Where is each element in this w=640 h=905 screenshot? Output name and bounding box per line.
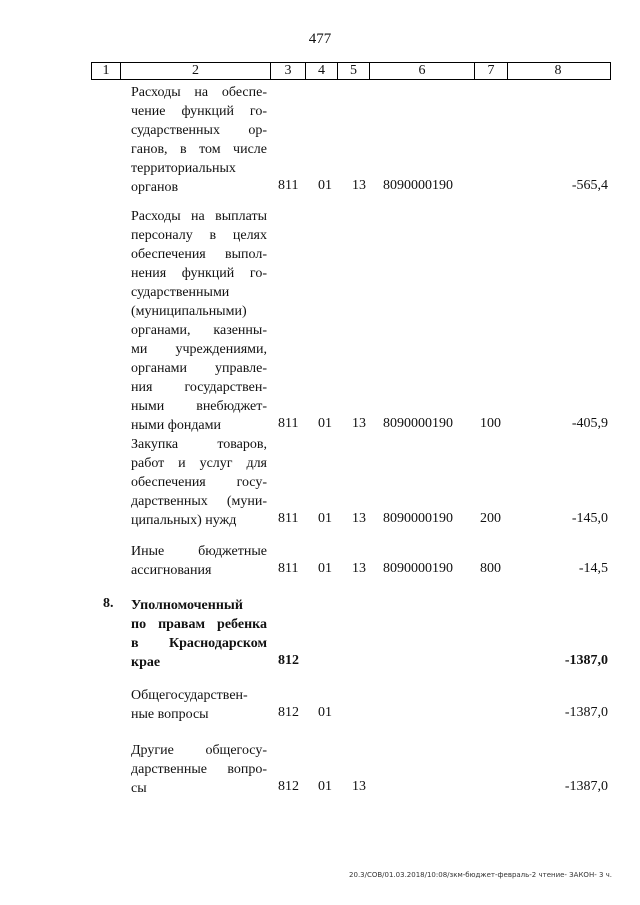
row-description: Расходы на обеспе- чение функций го- сударственных ор- ганов, в том числе территориальных органов [131, 85, 267, 195]
header-col-7: 7 [475, 63, 508, 79]
row-description: Уполномоченный по правам ребенка в Краснодарском крае [131, 598, 267, 670]
cell-c5: 13 [352, 416, 366, 431]
cell-c4: 01 [318, 705, 332, 720]
cell-c3: 811 [278, 561, 299, 576]
header-col-6: 6 [370, 63, 475, 79]
cell-c8: -1387,0 [564, 653, 608, 668]
cell-c3: 811 [278, 511, 299, 526]
cell-c3: 812 [278, 705, 299, 720]
cell-c4: 01 [318, 178, 332, 193]
cell-c5: 13 [352, 561, 366, 576]
cell-c8: -14,5 [578, 561, 608, 576]
header-col-1: 1 [92, 63, 121, 79]
cell-c6: 8090000190 [383, 416, 453, 431]
page-number: 477 [308, 31, 332, 47]
cell-c5: 13 [352, 178, 366, 193]
cell-c7: 800 [480, 561, 501, 576]
cell-c4: 01 [318, 416, 332, 431]
cell-c3: 812 [278, 779, 299, 794]
header-col-2: 2 [121, 63, 271, 79]
row-description: Расходы на выплаты персоналу в целях обеспечения выпол- нения функций го- сударственными (муниципальными) органами, казенны- ми учреждениями, органами управле- ния государствен- ными внебюджет- ными фондами [131, 209, 267, 433]
cell-c8: -1387,0 [564, 779, 608, 794]
cell-c5: 13 [352, 779, 366, 794]
cell-c8: -565,4 [571, 178, 608, 193]
header-col-8: 8 [554, 63, 562, 78]
cell-c4: 01 [318, 511, 332, 526]
cell-c7: 200 [480, 511, 501, 526]
row-description: Иные бюджетные ассигнования [131, 544, 267, 578]
row-description: Другие общегосу- дарственные вопро- сы [131, 743, 267, 796]
cell-c4: 01 [318, 561, 332, 576]
cell-c4: 01 [318, 779, 332, 794]
row-number: 8. [103, 596, 114, 611]
cell-c3: 811 [278, 416, 299, 431]
cell-c8: -1387,0 [564, 705, 608, 720]
cell-c3: 812 [278, 653, 299, 668]
cell-c8: -405,9 [571, 416, 608, 431]
cell-c8: -145,0 [571, 511, 608, 526]
header-col-4: 4 [306, 63, 338, 79]
cell-c5: 13 [352, 511, 366, 526]
header-col-5: 5 [338, 63, 370, 79]
row-description: Закупка товаров, работ и услуг для обеспечения госу- дарственных (муни- ципальных) нужд [131, 437, 267, 528]
cell-c3: 811 [278, 178, 299, 193]
cell-c6: 8090000190 [383, 511, 453, 526]
table-header [91, 62, 611, 80]
cell-c6: 8090000190 [383, 561, 453, 576]
footer-note: 20.3/СОВ/01.03.2018/10:08/зкм-бюджет-февраль-2 чтение- ЗАКОН- 3 ч. [349, 871, 612, 879]
cell-c6: 8090000190 [383, 178, 453, 193]
header-col-3: 3 [271, 63, 306, 79]
row-description: Общегосударствен- ные вопросы [131, 688, 248, 722]
cell-c7: 100 [480, 416, 501, 431]
